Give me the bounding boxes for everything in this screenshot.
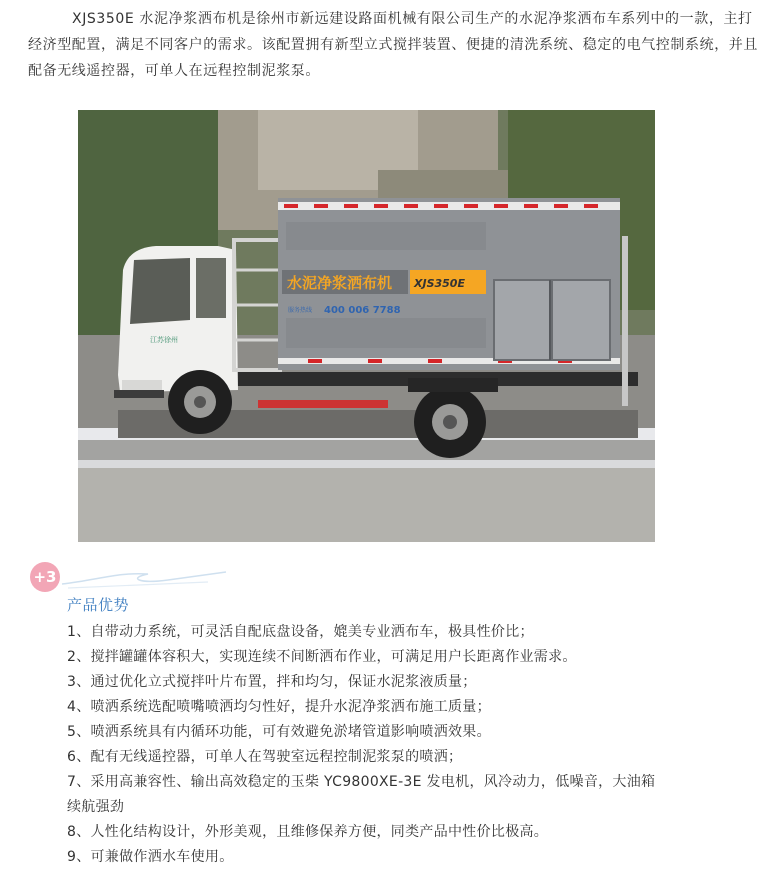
- advantage-item: 9、可兼做作洒水车使用。: [67, 849, 234, 865]
- door-text: 江苏徐州: [150, 336, 178, 344]
- advantage-item: 3、通过优化立式搅拌叶片布置，拌和均匀，保证水泥浆液质量；: [67, 674, 477, 690]
- section-badge: +3: [30, 562, 60, 592]
- advantage-item: 2、搅拌罐罐体容积大，实现连续不间断洒布作业，可满足用户长距离作业需求。: [67, 649, 577, 665]
- advantage-item: 7、采用高兼容性、输出高效稳定的玉柴 YC9800XE-3E 发电机，风冷动力，低噪音，大油箱续航强劲: [67, 774, 656, 815]
- intro-text: XJS350E 水泥净浆洒布机是徐州市新远建设路面机械有限公司生产的水泥净浆洒布车系列中的一款，主打经济型配置，满足不同客户的需求。该配置拥有新型立式搅拌装置、便捷的清洗系统、稳定的电气控制系统，并且配备无线遥控器，可单人在远程控制泥浆泵。: [28, 11, 758, 79]
- advantages-list: [67, 620, 667, 870]
- phone-prefix: 服务热线: [288, 307, 313, 314]
- model-label: XJS350E: [414, 277, 465, 290]
- swirl-decoration-icon: [58, 560, 228, 590]
- advantage-item: 4、喷洒系统选配喷嘴喷洒均匀性好，提升水泥净浆洒布施工质量；: [67, 699, 491, 715]
- advantage-item: 5、喷洒系统具有内循环功能，可有效避免淤堵管道影响喷洒效果。: [67, 724, 491, 740]
- advantage-item: 8、人性化结构设计，外形美观，且维修保养方便，同类产品中性价比极高。: [67, 824, 549, 840]
- phone-label: 400 006 7788: [324, 305, 401, 316]
- section-badge-decoration: [28, 560, 228, 594]
- truck-photo: [78, 110, 655, 542]
- section-title: 产品优势: [67, 596, 130, 614]
- tank-label: 水泥净浆洒布机: [287, 274, 393, 292]
- intro-paragraph: [28, 6, 758, 84]
- advantage-item: 1、自带动力系统，可灵活自配底盘设备，媲美专业洒布车，极具性价比；: [67, 624, 534, 640]
- advantage-item: 6、配有无线遥控器，可单人在驾驶室远程控制泥浆泵的喷洒；: [67, 749, 463, 765]
